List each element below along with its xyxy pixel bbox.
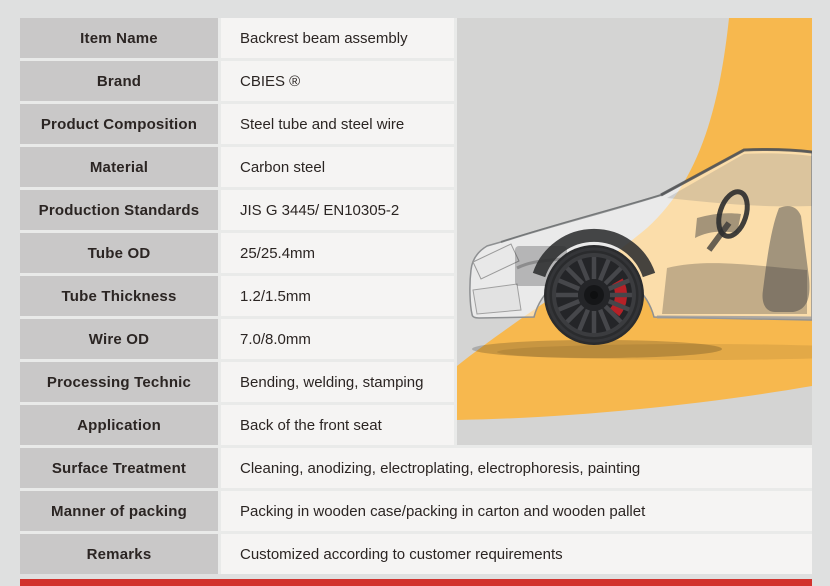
spec-label-item-name: Item Name <box>20 18 218 58</box>
spec-value-processing-technic: Bending, welding, stamping <box>221 362 454 402</box>
floor-structure <box>662 263 807 314</box>
spec-label-manner-of-packing: Manner of packing <box>20 491 218 531</box>
spec-label-application: Application <box>20 405 218 445</box>
spec-value-brand: CBIES ® <box>221 61 454 101</box>
xray-car-image <box>457 18 812 445</box>
spec-label-surface-treatment: Surface Treatment <box>20 448 218 488</box>
spec-value-product-composition: Steel tube and steel wire <box>221 104 454 144</box>
spec-label-product-composition: Product Composition <box>20 104 218 144</box>
spec-value-surface-treatment: Cleaning, anodizing, electroplating, electrophoresis, painting <box>221 448 812 488</box>
spec-label-material: Material <box>20 147 218 187</box>
spec-value-application: Back of the front seat <box>221 405 454 445</box>
spec-value-production-standards: JIS G 3445/ EN10305-2 <box>221 190 454 230</box>
spec-value-remarks: Customized according to customer requirements <box>221 534 812 574</box>
spec-label-production-standards: Production Standards <box>20 190 218 230</box>
spec-value-item-name: Backrest beam assembly <box>221 18 454 58</box>
car-image-panel <box>457 18 812 445</box>
spec-label-tube-thickness: Tube Thickness <box>20 276 218 316</box>
spec-value-tube-od: 25/25.4mm <box>221 233 454 273</box>
car-wheel <box>544 245 644 345</box>
spec-label-remarks: Remarks <box>20 534 218 574</box>
spec-label-processing-technic: Processing Technic <box>20 362 218 402</box>
bottom-accent-bar <box>20 579 812 586</box>
spec-value-tube-thickness: 1.2/1.5mm <box>221 276 454 316</box>
spec-table <box>20 18 812 574</box>
spec-value-wire-od: 7.0/8.0mm <box>221 319 454 359</box>
spec-label-brand: Brand <box>20 61 218 101</box>
spec-label-tube-od: Tube OD <box>20 233 218 273</box>
spec-value-manner-of-packing: Packing in wooden case/packing in carton and wooden pallet <box>221 491 812 531</box>
spec-value-material: Carbon steel <box>221 147 454 187</box>
spec-label-wire-od: Wire OD <box>20 319 218 359</box>
